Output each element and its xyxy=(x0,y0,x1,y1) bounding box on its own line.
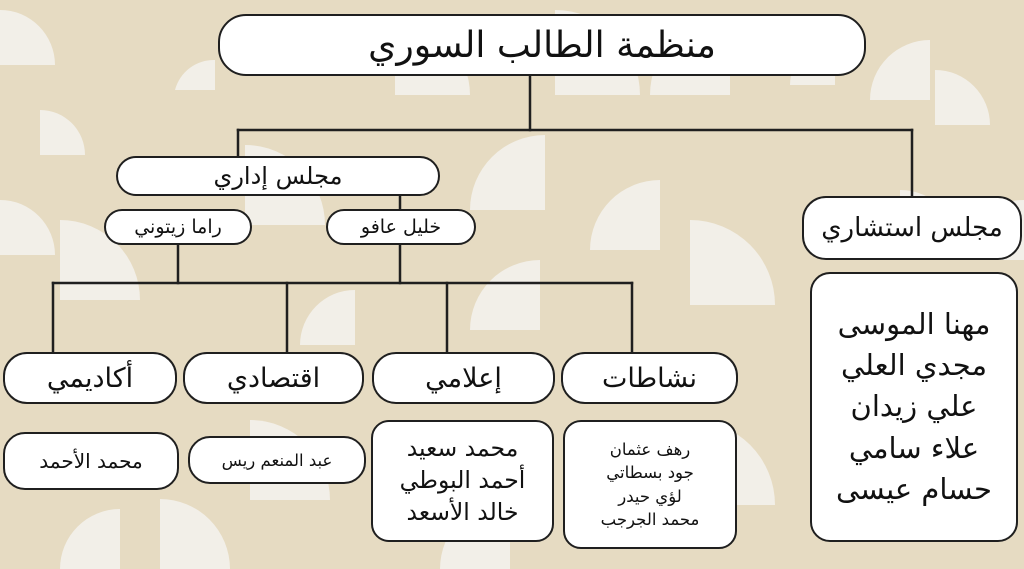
advisory-council-label: مجلس استشاري xyxy=(821,213,1003,243)
department-name: أكاديمي xyxy=(46,362,134,394)
admin-leader-name: خليل عافو xyxy=(360,216,442,238)
admin-council-box xyxy=(116,156,440,196)
advisory-member: علي زيدان xyxy=(850,389,978,424)
department-members-academic xyxy=(3,432,179,490)
department-box-activities xyxy=(561,352,738,404)
department-members-activities xyxy=(563,420,737,549)
admin-leader-box xyxy=(326,209,476,245)
department-name: نشاطات xyxy=(602,362,697,394)
department-member: محمد الجرجب xyxy=(600,509,700,529)
advisory-council-box xyxy=(802,196,1022,260)
department-member: أحمد البوطي xyxy=(399,466,526,495)
department-member: محمد الأحمد xyxy=(39,449,143,473)
department-member: خالد الأسعد xyxy=(406,497,519,526)
department-name: إعلامي xyxy=(425,362,502,394)
advisory-member: مجدي العلي xyxy=(840,348,988,383)
admin-council-label: مجلس إداري xyxy=(213,162,343,190)
department-box-academic xyxy=(3,352,177,404)
advisory-members-box xyxy=(810,272,1018,542)
department-box-media xyxy=(372,352,555,404)
department-members-media xyxy=(371,420,554,542)
department-member: جود بسطاتي xyxy=(606,463,694,483)
department-name: اقتصادي xyxy=(226,362,321,394)
advisory-member: علاء سامي xyxy=(848,430,980,465)
department-member: رهف عثمان xyxy=(609,439,691,459)
department-members-economic xyxy=(188,436,366,484)
organization-title: منظمة الطالب السوري xyxy=(368,24,716,66)
admin-leader-box xyxy=(104,209,252,245)
department-member: عبد المنعم ريس xyxy=(221,450,333,470)
organization-title-box xyxy=(218,14,866,76)
department-box-economic xyxy=(183,352,364,404)
advisory-member: حسام عيسى xyxy=(836,471,992,506)
admin-leader-name: راما زيتوني xyxy=(134,216,222,238)
department-member: محمد سعيد xyxy=(406,434,519,463)
advisory-member: مهنا الموسى xyxy=(837,307,991,342)
department-member: لؤي حيدر xyxy=(618,486,682,506)
